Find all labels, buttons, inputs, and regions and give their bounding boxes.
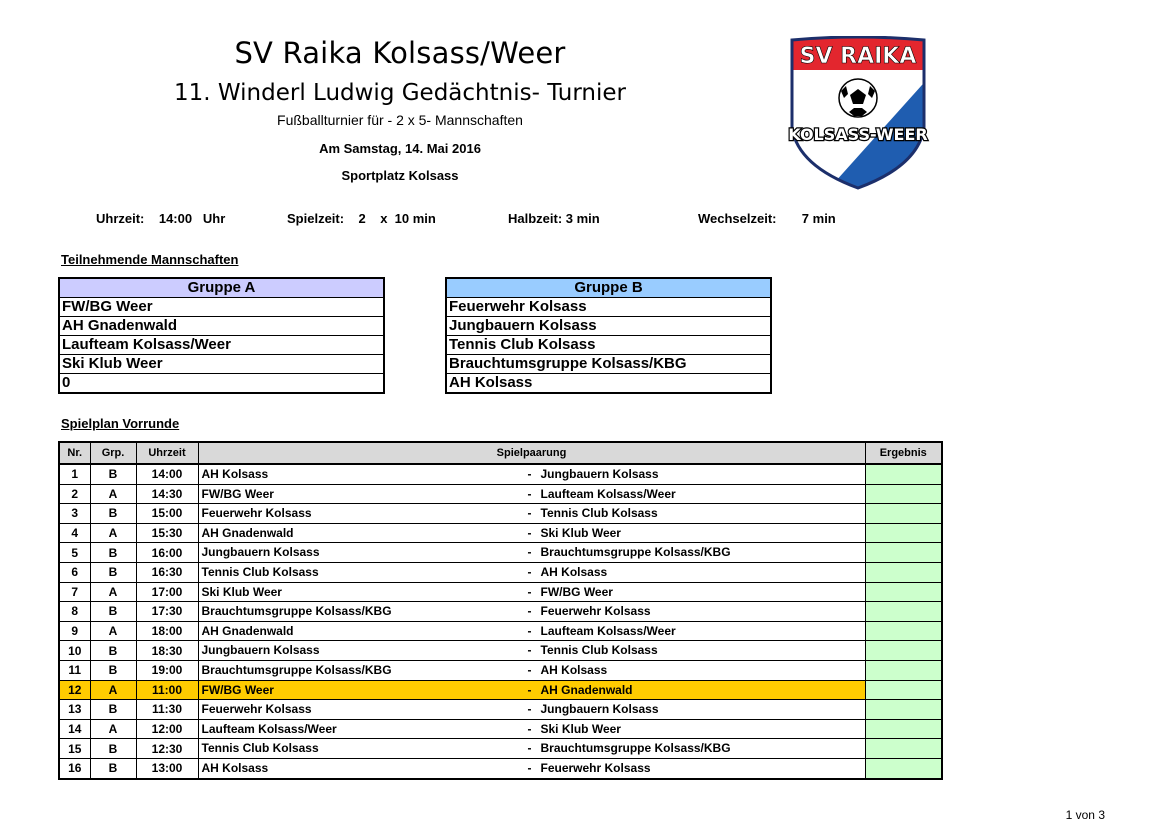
match-group: B (90, 758, 136, 778)
match-pairing (198, 660, 865, 680)
match-number: 6 (59, 562, 90, 582)
away-team: Ski Klub Weer (540, 721, 621, 736)
away-team: Tennis Club Kolsass (540, 506, 658, 521)
match-group: B (90, 543, 136, 563)
match-number: 9 (59, 621, 90, 641)
home-team: Tennis Club Kolsass (201, 741, 319, 756)
home-team: Laufteam Kolsass/Weer (201, 721, 337, 736)
pairing-separator: - (527, 604, 532, 619)
match-group: B (90, 700, 136, 720)
column-header-result: Ergebnis (865, 442, 942, 464)
match-group: B (90, 739, 136, 759)
match-pairing (198, 641, 865, 661)
match-pairing (198, 602, 865, 622)
away-team: Feuerwehr Kolsass (540, 604, 651, 619)
away-team: Ski Klub Weer (540, 525, 621, 540)
away-team: Laufteam Kolsass/Weer (540, 623, 676, 638)
away-team: AH Kolsass (540, 564, 608, 579)
match-number: 12 (59, 680, 90, 700)
match-pairing (198, 484, 865, 504)
away-team: AH Kolsass (540, 662, 608, 677)
result-field[interactable] (865, 504, 942, 524)
home-team: AH Kolsass (201, 760, 269, 775)
result-field[interactable] (865, 758, 942, 778)
match-group: A (90, 484, 136, 504)
result-field[interactable] (865, 464, 942, 484)
pairing-separator: - (527, 623, 532, 638)
pairing-separator: - (527, 721, 532, 736)
home-team: Ski Klub Weer (201, 584, 282, 599)
match-time: 15:30 (136, 523, 198, 543)
match-time: 17:00 (136, 582, 198, 602)
match-pairing (198, 464, 865, 484)
match-number: 16 (59, 758, 90, 778)
change-duration: Wechselzeit: 7 min (698, 211, 836, 226)
match-group: B (90, 504, 136, 524)
match-time: 12:00 (136, 719, 198, 739)
pairing-separator: - (527, 741, 532, 756)
svg-text:SV RAIKA: SV RAIKA (799, 44, 917, 69)
match-time: 16:30 (136, 562, 198, 582)
group-a-team: 0 (59, 374, 384, 394)
match-time: 17:30 (136, 602, 198, 622)
match-time: 14:30 (136, 484, 198, 504)
match-group: A (90, 680, 136, 700)
table-row (59, 562, 942, 582)
match-pairing (198, 739, 865, 759)
group-b-team: Feuerwehr Kolsass (446, 298, 771, 317)
match-time: 19:00 (136, 660, 198, 680)
teams-section-heading: Teilnehmende Mannschaften (61, 252, 239, 267)
tournament-format: Fußballturnier für - 2 x 5- Mannschaften (277, 112, 523, 128)
home-team: FW/BG Weer (201, 682, 274, 697)
away-team: Brauchtumsgruppe Kolsass/KBG (540, 741, 731, 756)
home-team: AH Gnadenwald (201, 525, 294, 540)
match-group: B (90, 602, 136, 622)
tournament-name: 11. Winderl Ludwig Gedächtnis- Turnier (174, 80, 626, 106)
home-team: Jungbauern Kolsass (201, 643, 320, 658)
pairing-separator: - (527, 584, 532, 599)
pairing-separator: - (527, 682, 532, 697)
schedule-header-row (59, 442, 942, 464)
match-number: 2 (59, 484, 90, 504)
result-field[interactable] (865, 719, 942, 739)
table-row (59, 641, 942, 661)
away-team: Laufteam Kolsass/Weer (540, 486, 676, 501)
match-number: 10 (59, 641, 90, 661)
match-number: 3 (59, 504, 90, 524)
match-number: 4 (59, 523, 90, 543)
home-team: AH Gnadenwald (201, 623, 294, 638)
table-row (59, 758, 942, 778)
group-b-table (445, 277, 772, 394)
match-pairing (198, 621, 865, 641)
pairing-separator: - (527, 662, 532, 677)
pairing-separator: - (527, 702, 532, 717)
group-b-title: Gruppe B (446, 278, 771, 298)
table-row (59, 504, 942, 524)
result-field[interactable] (865, 562, 942, 582)
home-team: Brauchtumsgruppe Kolsass/KBG (201, 662, 392, 677)
table-row (59, 543, 942, 563)
tournament-date: Am Samstag, 14. Mai 2016 (319, 141, 481, 156)
tournament-venue: Sportplatz Kolsass (341, 168, 459, 183)
home-team: Feuerwehr Kolsass (201, 506, 312, 521)
table-row (59, 582, 942, 602)
group-b-team: Jungbauern Kolsass (446, 317, 771, 336)
match-pairing (198, 504, 865, 524)
match-pairing (198, 719, 865, 739)
group-a-team: Laufteam Kolsass/Weer (59, 336, 384, 355)
result-field[interactable] (865, 660, 942, 680)
table-row (59, 523, 942, 543)
page-title: SV Raika Kolsass/Weer (234, 36, 566, 70)
group-a-table (58, 277, 385, 394)
result-field[interactable] (865, 523, 942, 543)
match-time: 14:00 (136, 464, 198, 484)
match-group: A (90, 582, 136, 602)
soccer-ball-icon (839, 79, 877, 117)
table-row (59, 464, 942, 484)
table-row (59, 680, 942, 700)
halftime-duration: Halbzeit: 3 min (508, 211, 600, 226)
table-row (59, 621, 942, 641)
column-header-time: Uhrzeit (136, 442, 198, 464)
group-b-team: AH Kolsass (446, 374, 771, 394)
svg-text:KOLSASS-WEER: KOLSASS-WEER (788, 125, 928, 144)
match-group: B (90, 562, 136, 582)
match-pairing (198, 543, 865, 563)
home-team: Tennis Club Kolsass (201, 564, 319, 579)
result-field[interactable] (865, 602, 942, 622)
match-time: 11:30 (136, 700, 198, 720)
match-pairing (198, 562, 865, 582)
result-field[interactable] (865, 680, 942, 700)
start-time: Uhrzeit: 14:00 Uhr (96, 211, 226, 226)
match-time: 18:00 (136, 621, 198, 641)
pairing-separator: - (527, 564, 532, 579)
group-b-team: Tennis Club Kolsass (446, 336, 771, 355)
match-group: A (90, 719, 136, 739)
group-a-title: Gruppe A (59, 278, 384, 298)
result-field[interactable] (865, 582, 942, 602)
match-number: 11 (59, 660, 90, 680)
column-header-nr: Nr. (59, 442, 90, 464)
result-field[interactable] (865, 484, 942, 504)
pairing-separator: - (527, 525, 532, 540)
away-team: Brauchtumsgruppe Kolsass/KBG (540, 545, 731, 560)
match-group: B (90, 641, 136, 661)
table-row (59, 719, 942, 739)
match-group: B (90, 464, 136, 484)
match-number: 15 (59, 739, 90, 759)
match-group: B (90, 660, 136, 680)
group-a-team: FW/BG Weer (59, 298, 384, 317)
match-time: 11:00 (136, 680, 198, 700)
match-time: 18:30 (136, 641, 198, 661)
match-time: 16:00 (136, 543, 198, 563)
match-number: 14 (59, 719, 90, 739)
group-b-team: Brauchtumsgruppe Kolsass/KBG (446, 355, 771, 374)
match-pairing (198, 680, 865, 700)
match-number: 5 (59, 543, 90, 563)
table-row (59, 739, 942, 759)
home-team: AH Kolsass (201, 467, 269, 481)
result-field[interactable] (865, 543, 942, 563)
match-number: 8 (59, 602, 90, 622)
column-header-group: Grp. (90, 442, 136, 464)
away-team: Jungbauern Kolsass (540, 467, 659, 481)
table-row (59, 602, 942, 622)
away-team: Tennis Club Kolsass (540, 643, 658, 658)
pairing-separator: - (527, 486, 532, 501)
match-number: 13 (59, 700, 90, 720)
table-row (59, 700, 942, 720)
result-field[interactable] (865, 700, 942, 720)
match-pairing (198, 523, 865, 543)
club-logo (786, 36, 930, 192)
match-group: A (90, 523, 136, 543)
schedule-table (58, 441, 943, 780)
pairing-separator: - (527, 643, 532, 658)
match-time: 12:30 (136, 739, 198, 759)
result-field[interactable] (865, 641, 942, 661)
match-duration: Spielzeit: 2 x 10 min (287, 211, 436, 226)
page-number: 1 von 3 (1065, 808, 1105, 822)
match-group: A (90, 621, 136, 641)
pairing-separator: - (527, 760, 532, 775)
match-time: 15:00 (136, 504, 198, 524)
table-row (59, 484, 942, 504)
match-number: 1 (59, 464, 90, 484)
schedule-section-heading: Spielplan Vorrunde (61, 416, 180, 431)
pairing-separator: - (527, 506, 532, 521)
home-team: Brauchtumsgruppe Kolsass/KBG (201, 604, 392, 619)
home-team: Jungbauern Kolsass (201, 545, 320, 560)
pairing-separator: - (527, 467, 532, 481)
match-time: 13:00 (136, 758, 198, 778)
away-team: Feuerwehr Kolsass (540, 760, 651, 775)
match-pairing (198, 700, 865, 720)
away-team: FW/BG Weer (540, 584, 613, 599)
table-row (59, 660, 942, 680)
group-a-team: Ski Klub Weer (59, 355, 384, 374)
away-team: Jungbauern Kolsass (540, 702, 659, 717)
home-team: Feuerwehr Kolsass (201, 702, 312, 717)
pairing-separator: - (527, 545, 532, 560)
group-a-team: AH Gnadenwald (59, 317, 384, 336)
away-team: AH Gnadenwald (540, 682, 633, 697)
club-crest-icon (786, 36, 930, 192)
result-field[interactable] (865, 739, 942, 759)
result-field[interactable] (865, 621, 942, 641)
match-pairing (198, 582, 865, 602)
home-team: FW/BG Weer (201, 486, 274, 501)
match-pairing (198, 758, 865, 778)
match-number: 7 (59, 582, 90, 602)
column-header-pairing: Spielpaarung (198, 442, 865, 464)
